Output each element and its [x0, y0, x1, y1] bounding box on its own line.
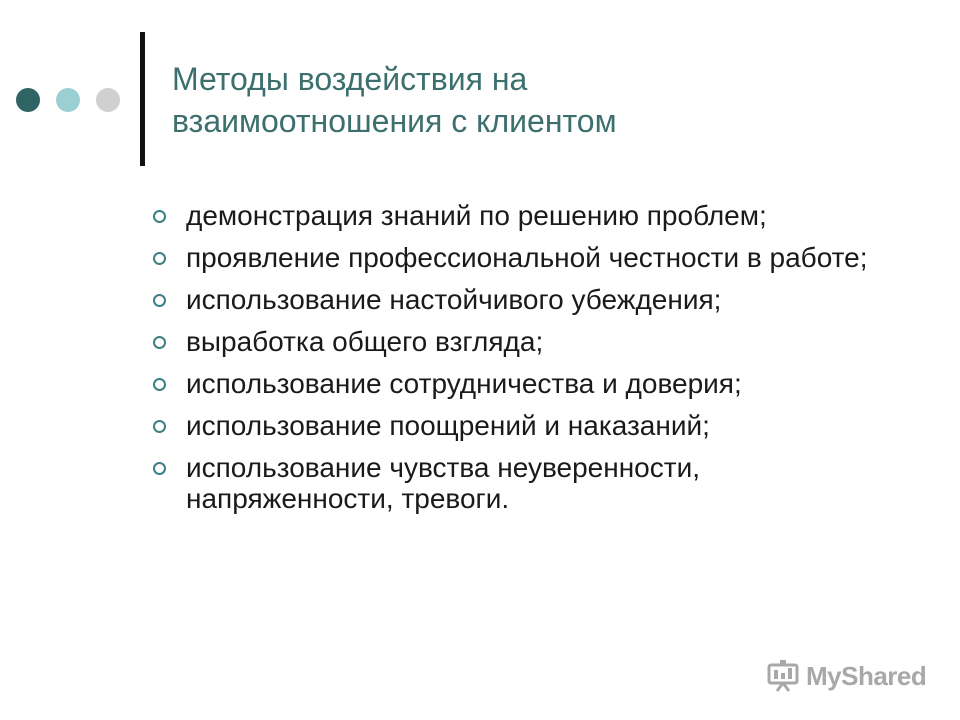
- slide-title: [172, 58, 872, 142]
- bullet-list: [150, 200, 870, 525]
- ring-bullet-icon: [153, 252, 166, 265]
- presentation-board-icon: [766, 659, 800, 693]
- bullet-item: [150, 200, 870, 231]
- bullet-text: использование поощрений и наказаний;: [186, 410, 710, 441]
- slide-title-line-1: Методы воздействия на: [172, 61, 528, 97]
- bullet-text: использование настойчивого убеждения;: [186, 284, 722, 315]
- bullet-text: выработка общего взгляда;: [186, 326, 544, 357]
- ring-bullet-icon: [153, 336, 166, 349]
- bullet-item: [150, 368, 870, 399]
- decorative-dot-dark: [16, 88, 40, 112]
- decorative-dot-gray: [96, 88, 120, 112]
- ring-bullet-icon: [153, 378, 166, 391]
- bullet-item: [150, 284, 870, 315]
- ring-bullet-icon: [153, 462, 166, 475]
- title-divider-bar: [140, 32, 145, 166]
- bullet-text: использование чувства неуверенности, напряженности, тревоги.: [186, 452, 700, 514]
- bullet-text: использование сотрудничества и доверия;: [186, 368, 742, 399]
- bullet-item: [150, 326, 870, 357]
- slide-title-line-2: взаимоотношения с клиентом: [172, 103, 617, 139]
- ring-bullet-icon: [153, 294, 166, 307]
- bullet-text: демонстрация знаний по решению проблем;: [186, 200, 767, 231]
- bullet-item: [150, 452, 870, 514]
- decorative-dot-light: [56, 88, 80, 112]
- ring-bullet-icon: [153, 420, 166, 433]
- watermark-text: MyShared: [806, 660, 927, 691]
- myshared-watermark: [766, 656, 926, 696]
- ring-bullet-icon: [153, 210, 166, 223]
- bullet-item: [150, 242, 870, 273]
- bullet-item: [150, 410, 870, 441]
- bullet-text: проявление профессиональной честности в работе;: [186, 242, 868, 273]
